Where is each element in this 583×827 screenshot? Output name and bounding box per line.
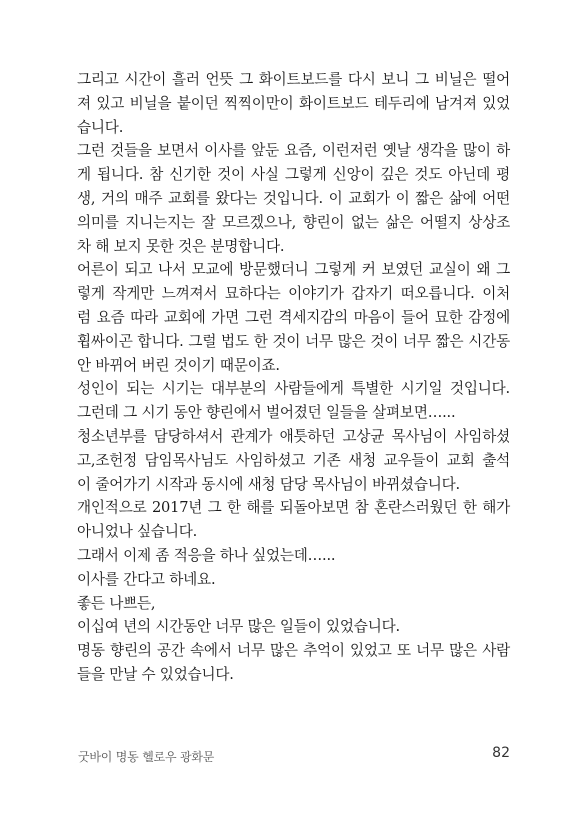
footer-title: 굿바이 명동 헬로우 광화문 xyxy=(78,750,215,764)
body-line: 좋든 나쁘든, xyxy=(77,594,156,612)
body-line: 휩싸이곤 합니다. 그럴 법도 한 것이 너무 많은 것이 너무 짧은 시간동 xyxy=(77,332,510,350)
body-line: 게 됩니다. 참 신기한 것이 사실 그렇게 신앙이 깊은 것도 아닌데 평 xyxy=(77,166,510,184)
body-line: 아니었나 싶습니다. xyxy=(77,523,198,541)
body-line: 들을 만날 수 있었습니다. xyxy=(77,665,234,683)
body-line: 이십여 년의 시간동안 너무 많은 일들이 있었습니다. xyxy=(77,618,400,636)
body-line: 개인적으로 2017년 그 한 해를 되돌아보면 참 혼란스러웠던 한 해가 xyxy=(77,499,510,517)
body-line: 안 바뀌어 버린 것이기 때문이죠. xyxy=(77,356,280,374)
body-line: 청소년부를 담당하셔서 관계가 애틋하던 고상균 목사님이 사임하셨 xyxy=(77,427,510,445)
body-line: 그래서 이제 좀 적응을 하나 싶었는데…... xyxy=(77,546,336,564)
body-line: 그런데 그 시기 동안 향린에서 벌어졌던 일들을 살펴보면…... xyxy=(77,404,456,422)
body-line: 이사를 간다고 하네요. xyxy=(77,570,216,588)
body-line: 의미를 지니는지는 잘 모르겠으나, 향린이 없는 삶은 어떨지 상상조 xyxy=(77,213,510,231)
body-line: 럼 요즘 따라 교회에 가면 그런 격세지감의 마음이 들어 묘한 감정에 xyxy=(77,308,510,326)
body-line: 그런 것들을 보면서 이사를 앞둔 요즘, 이런저런 옛날 생각을 많이 하 xyxy=(77,142,510,160)
body-line: 고,조헌정 담임목사님도 사임하셨고 기존 새청 교우들이 교회 출석 xyxy=(77,451,510,469)
body-line: 어른이 되고 나서 모교에 방문했더니 그렇게 커 보였던 교실이 왜 그 xyxy=(77,261,510,279)
body-line: 져 있고 비닐을 붙이던 찍찍이만이 화이트보드 테두리에 남겨져 있었 xyxy=(77,94,510,112)
body-line: 생, 거의 매주 교회를 왔다는 것입니다. 이 교회가 이 짧은 삶에 어떤 xyxy=(77,189,510,207)
page-number: 82 xyxy=(492,745,510,761)
body-line: 렇게 작게만 느껴져서 묘하다는 이야기가 갑자기 떠오릅니다. 이처 xyxy=(77,285,510,303)
body-text xyxy=(77,68,510,687)
body-line: 이 줄어가기 시작과 동시에 새청 담당 목사님이 바뀌셨습니다. xyxy=(77,475,460,493)
body-line: 그리고 시간이 흘러 언뜻 그 화이트보드를 다시 보니 그 비닐은 떨어 xyxy=(77,71,510,88)
body-line: 습니다. xyxy=(77,118,124,136)
body-line: 성인이 되는 시기는 대부분의 사람들에게 특별한 시기일 것입니다. xyxy=(77,380,510,398)
body-line: 차 해 보지 못한 것은 분명합니다. xyxy=(77,237,285,255)
body-line: 명동 향린의 공간 속에서 너무 많은 추억이 있었고 또 너무 많은 사람 xyxy=(77,642,510,660)
